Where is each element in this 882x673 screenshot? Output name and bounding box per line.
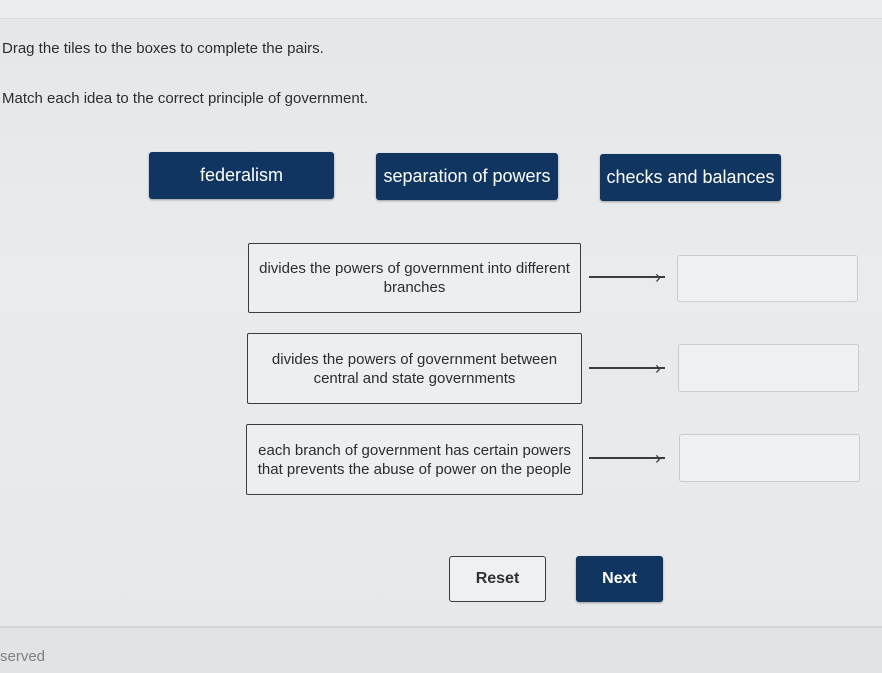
top-strip — [0, 0, 882, 19]
instruction-match: Match each idea to the correct principle of government. — [2, 90, 369, 107]
idea-box-3 — [246, 424, 583, 495]
tile-label: checks and balances — [606, 167, 775, 187]
idea-text: each branch of government has certain powers that prevents the abuse of power on the people — [257, 441, 572, 478]
next-button[interactable] — [576, 556, 663, 602]
footer — [0, 628, 882, 673]
tile-label: federalism — [199, 165, 284, 185]
drop-target-1[interactable] — [677, 255, 858, 302]
idea-box-2 — [247, 333, 582, 404]
tile-federalism[interactable] — [149, 152, 334, 199]
idea-box-1 — [248, 243, 581, 313]
footer-copyright-text: served — [0, 648, 46, 665]
tile-separation-of-powers[interactable] — [376, 153, 558, 200]
reset-button[interactable] — [449, 556, 546, 602]
reset-label: Reset — [475, 570, 520, 587]
instruction-drag: Drag the tiles to the boxes to complete the pairs. — [2, 40, 324, 57]
arrow-right-icon: › — [589, 361, 669, 375]
drop-target-2[interactable] — [678, 344, 859, 392]
arrow-right-icon: › — [589, 270, 669, 284]
next-label: Next — [602, 570, 637, 587]
idea-text: divides the powers of government between central and state governments — [271, 350, 558, 387]
arrow-right-icon: › — [589, 451, 669, 465]
tile-checks-and-balances[interactable] — [600, 154, 781, 201]
drop-target-3[interactable] — [679, 434, 860, 482]
idea-text: divides the powers of government into different branches — [259, 260, 570, 296]
tile-label: separation of powers — [383, 166, 551, 186]
